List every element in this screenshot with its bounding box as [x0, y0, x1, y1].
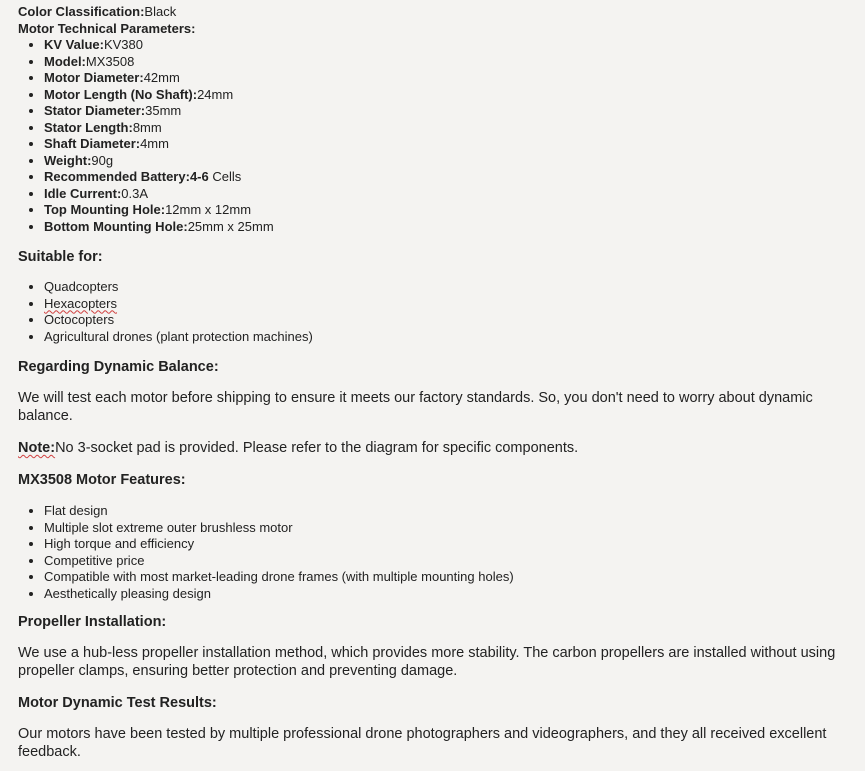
list-item: • Hexacopters [44, 296, 855, 313]
param-weight: • Weight:90g [44, 153, 855, 170]
list-item: • Flat design [44, 503, 855, 520]
color-classification [18, 0, 855, 21]
param-battery: • Recommended Battery:4-6 Cells [44, 169, 855, 186]
param-kv: • KV Value:KV380 [44, 37, 855, 54]
suitable-list [18, 279, 855, 345]
test-title: Motor Dynamic Test Results: [18, 695, 217, 711]
param-model: • Model:MX3508 [44, 54, 855, 71]
params-title: Motor Technical Parameters: [18, 20, 196, 36]
param-idle-current: • Idle Current:0.3A [44, 186, 855, 203]
note-paragraph [18, 439, 855, 457]
param-bottom-hole: • Bottom Mounting Hole:25mm x 25mm [44, 219, 855, 236]
param-motor-length: • Motor Length (No Shaft):24mm [44, 87, 855, 104]
propeller-text: We use a hub-less propeller installation method, which provides more stability. The carbon propellers are installed without using propeller clamps, ensuring better protection and preventing damage. [18, 645, 836, 679]
note-text: No 3-socket pad is provided. Please refer to the diagram for specific components. [55, 440, 579, 456]
features-list [18, 503, 855, 602]
list-item: • Compatible with most market-leading drone frames (with multiple mounting holes) [44, 569, 855, 586]
list-item: • Quadcopters [44, 279, 855, 296]
propeller-title: Propeller Installation: [18, 614, 167, 630]
note-label: Note: [18, 440, 56, 456]
color-value: Black [144, 4, 177, 19]
balance-title: Regarding Dynamic Balance: [18, 359, 219, 375]
suitable-title: Suitable for: [18, 249, 103, 265]
list-item: • Aesthetically pleasing design [44, 586, 855, 603]
param-top-hole: • Top Mounting Hole:12mm x 12mm [44, 202, 855, 219]
list-item: • High torque and efficiency [44, 536, 855, 553]
list-item: • Agricultural drones (plant protection machines) [44, 329, 855, 346]
param-motor-diameter: • Motor Diameter:42mm [44, 70, 855, 87]
list-item: • Competitive price [44, 553, 855, 570]
param-stator-diameter: • Stator Diameter:35mm [44, 103, 855, 120]
list-item: • Multiple slot extreme outer brushless motor [44, 520, 855, 537]
color-label: Color Classification: [18, 4, 145, 19]
param-shaft-diameter: • Shaft Diameter:4mm [44, 136, 855, 153]
test-text: Our motors have been tested by multiple professional drone photographers and videographers, and they all received excellent feedback. [18, 726, 827, 760]
features-title: MX3508 Motor Features: [18, 472, 186, 488]
params-list [18, 37, 855, 235]
balance-text: We will test each motor before shipping to ensure it meets our factory standards. So, you don't need to worry about dynamic balance. [18, 390, 813, 424]
param-stator-length: • Stator Length:8mm [44, 120, 855, 137]
list-item: • Octocopters [44, 312, 855, 329]
